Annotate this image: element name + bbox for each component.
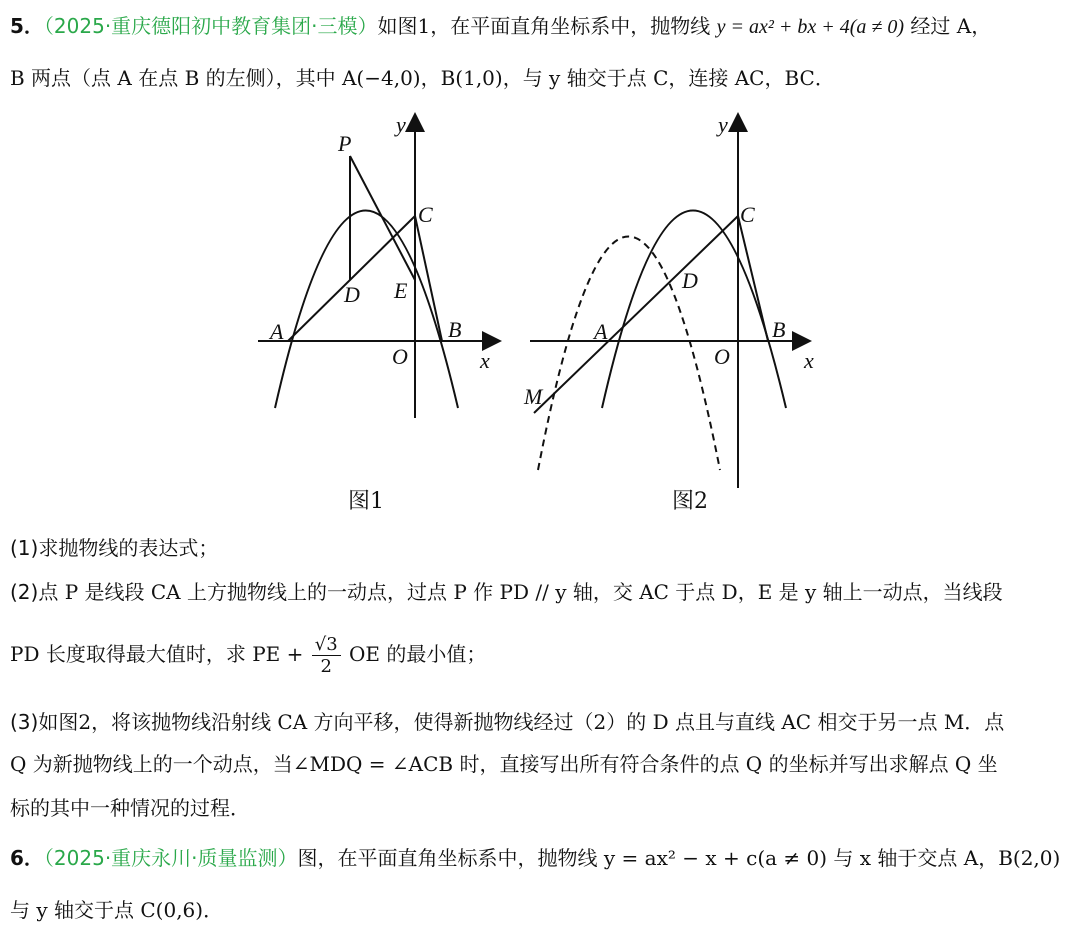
fig2-caption: 图2	[672, 489, 708, 514]
q2-fraction-top: √3	[312, 634, 341, 656]
q1-line	[10, 532, 218, 561]
q2-fraction	[312, 634, 341, 677]
q1-number: (1)	[10, 536, 39, 560]
p5-source: （2025·重庆德阳初中教育集团·三模）	[43, 14, 378, 38]
fig1-label-E: E	[394, 278, 408, 303]
p5-l1-tail: 经过 A，	[910, 14, 992, 38]
q3-number: (3)	[10, 710, 39, 734]
fig1-caption: 图1	[348, 489, 384, 514]
fig1-label-D: D	[344, 282, 360, 307]
q2-line-1	[10, 576, 1003, 605]
p5-line-2: B 两点（点 A 在点 B 的左侧），其中 A(−4,0)，B(1,0)，与 y 轴交于点 C，连接 AC，BC．	[10, 66, 835, 90]
fig1-label-x: x	[480, 348, 490, 373]
fig2-label-y: y	[718, 112, 728, 137]
fig1-label-P: P	[338, 131, 352, 156]
p5-formula: y = ax² + bx + 4(a ≠ 0)	[716, 16, 905, 38]
fig1-label-B: B	[448, 317, 462, 342]
q2-line-2	[10, 634, 486, 677]
fig2-label-M: M	[524, 384, 543, 409]
fig1-parabola	[275, 211, 458, 409]
fig2-label-A: A	[594, 319, 608, 344]
p5-line-1	[10, 10, 991, 39]
q3-line-1	[10, 706, 1004, 735]
p6-line-1	[10, 842, 1060, 871]
fig2-label-C: C	[740, 202, 755, 227]
p5-number: 5．	[10, 14, 44, 38]
fig2-line-AC	[534, 216, 738, 413]
fig1-label-C: C	[418, 202, 433, 227]
q3-line-3: 标的其中一种情况的过程．	[10, 796, 250, 820]
fig1-line-PE	[350, 156, 415, 280]
q2-text-2a: PD 长度取得最大值时，求 PE +	[10, 642, 304, 666]
fig1-label-A: A	[270, 319, 284, 344]
fig2-label-D: D	[682, 268, 698, 293]
fig2-parabola	[602, 211, 786, 409]
figure-1	[250, 108, 520, 418]
q3-line-2: Q 为新抛物线上的一个动点，当∠MDQ = ∠ACB 时，直接写出所有符合条件的点 Q 的坐标并写出求解点 Q 坐	[10, 752, 998, 776]
fig2-label-x: x	[804, 348, 814, 373]
q2-text-2b: OE 的最小值；	[349, 642, 487, 666]
fig2-line-BC	[738, 216, 768, 341]
fig2-label-B: B	[772, 317, 786, 342]
p5-l1-text: 如图1，在平面直角坐标系中，抛物线	[377, 14, 711, 38]
figure-2	[520, 108, 830, 493]
fig1-label-O: O	[392, 344, 408, 369]
p6-source: （2025·重庆永川·质量监测）	[43, 846, 298, 870]
p6-line-2: 与 y 轴交于点 C(0,6)．	[10, 898, 224, 922]
fig2-label-O: O	[714, 344, 730, 369]
p6-number: 6．	[10, 846, 44, 870]
q3-text-1: 如图2，将该抛物线沿射线 CA 方向平移，使得新抛物线经过（2）的 D 点且与直线 AC 相交于另一点 M．点	[38, 710, 1005, 734]
q2-text-1: 点 P 是线段 CA 上方抛物线上的一动点，过点 P 作 PD // y 轴，交 AC 于点 D，E 是 y 轴上一动点，当线段	[38, 580, 1003, 604]
q2-fraction-bottom: 2	[320, 656, 332, 677]
q2-number: (2)	[10, 580, 39, 604]
q1-text: 求抛物线的表达式；	[38, 536, 219, 560]
fig1-label-y: y	[396, 112, 406, 137]
p6-text-1: 图，在平面直角坐标系中，抛物线 y = ax² − x + c(a ≠ 0) 与 x 轴于交点 A，B(2,0)	[297, 846, 1061, 870]
